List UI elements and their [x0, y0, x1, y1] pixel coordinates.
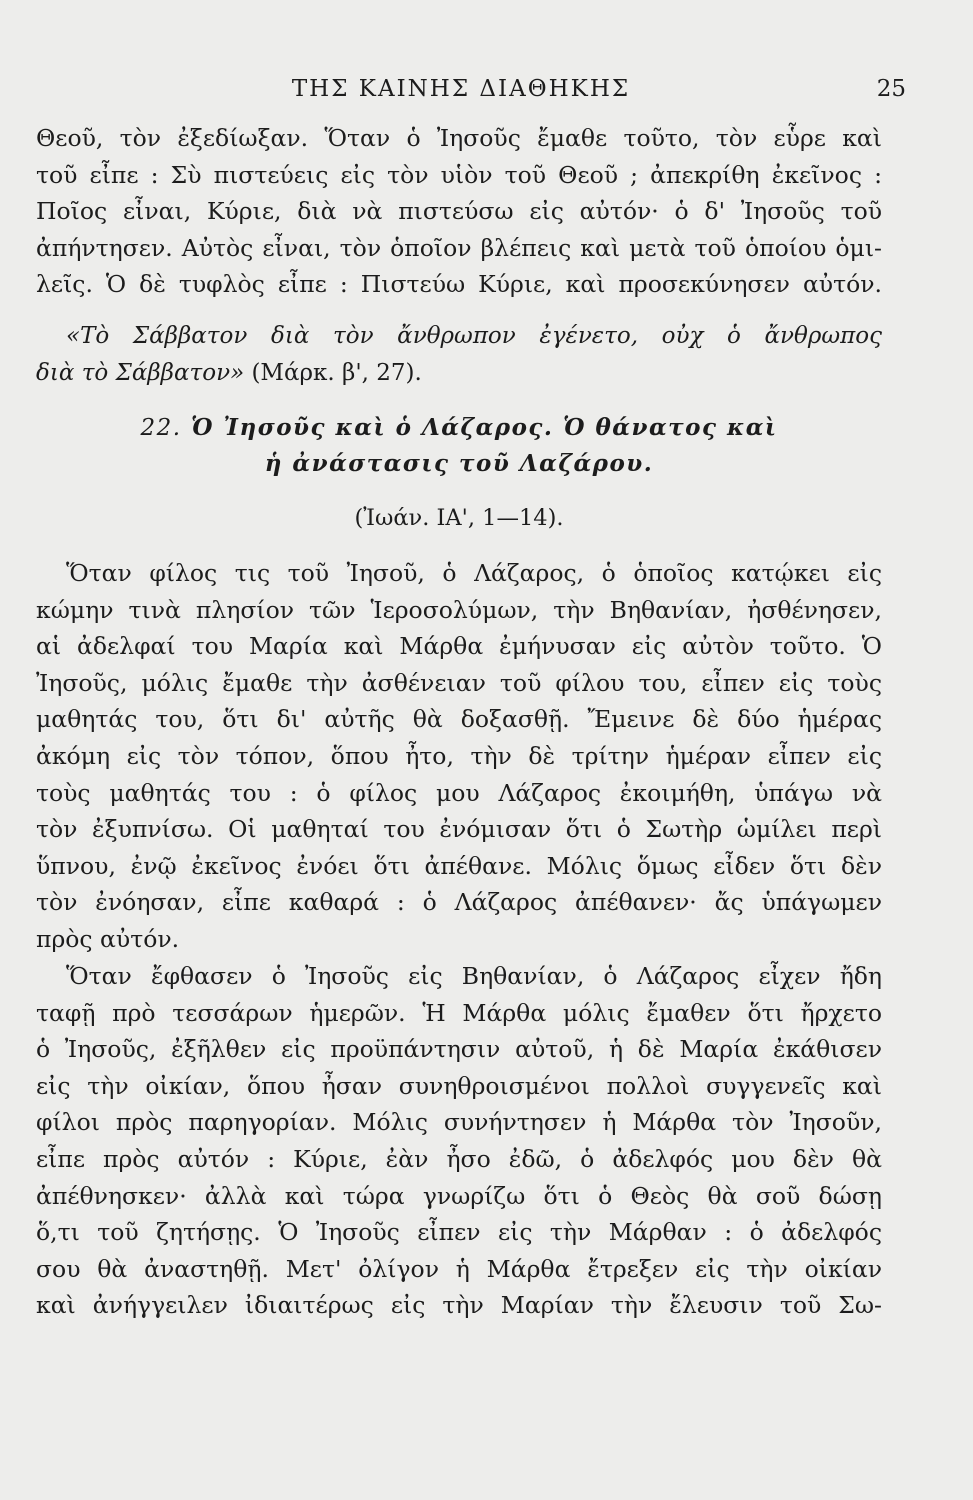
continuation-paragraph: [36, 120, 882, 303]
section-title-text: Ὁ Ἰησοῦς καὶ ὁ Λάζαρος. Ὁ θάνατος καὶ: [191, 414, 778, 441]
text-line: ὕπνου, ἐνῷ ἐκεῖνος ἐνόει ὅτι ἀπέθανε. Μόλις ὅμως εἶδεν ὅτι δὲν: [36, 851, 882, 880]
paragraph-2: [36, 958, 882, 1324]
text-line: ἀπέθνησκεν· ἀλλὰ καὶ τώρα γνωρίζω ὅτι ὁ Θεὸς θὰ σοῦ δώσῃ: [36, 1181, 882, 1210]
text-line: τὸν ἐξυπνίσω. Οἱ μαθηταί του ἐνόμισαν ὅτι ὁ Σωτὴρ ὡμίλει περὶ: [36, 815, 882, 844]
text-line: ὁ Ἰησοῦς, ἐξῆλθεν εἰς προϋπάντησιν αὐτοῦ, ἡ δὲ Μαρία ἐκάθισεν: [36, 1035, 882, 1064]
quote-line: «Τὸ Σάββατον διὰ τὸν ἄνθρωπον ἐγένετο, οὐχ ὁ ἄνθρωπος: [66, 323, 882, 349]
page-number: 25: [876, 76, 906, 102]
text-line: ὅ,τι τοῦ ζητήσῃς. Ὁ Ἰησοῦς εἶπεν εἰς τὴν Μάρθαν : ὁ ἀδελφός: [36, 1218, 882, 1247]
text-line: Ὅταν ἔφθασεν ὁ Ἰησοῦς εἰς Βηθανίαν, ὁ Λάζαρος εἶχεν ἤδη: [66, 962, 882, 990]
section-title-line-2: ἡ ἀνάστασις τοῦ Λαζάρου.: [264, 450, 654, 477]
scripture-quote: [36, 318, 882, 391]
section-title-line-1: [36, 410, 882, 446]
text-line: φίλοι πρὸς παρηγορίαν. Μόλις συνήντησεν ἡ Μάρθα τὸν Ἰησοῦν,: [36, 1108, 882, 1137]
text-line: Ὅταν φίλος τις τοῦ Ἰησοῦ, ὁ Λάζαρος, ὁ ὁποῖος κατῴκει εἰς: [66, 559, 882, 587]
quote-text: διὰ τὸ Σάββατον»: [36, 359, 245, 386]
text-line: εἰς τὴν οἰκίαν, ὅπου ἦσαν συνηθροισμένοι πολλοὶ συγγενεῖς καὶ: [36, 1071, 882, 1100]
section-heading: [36, 410, 882, 482]
text-line: μαθητάς του, ὅτι δι' αὐτῆς θὰ δοξασθῇ. Ἔμεινε δὲ δύο ἡμέρας: [36, 705, 882, 734]
text-line: αἱ ἀδελφαί του Μαρία καὶ Μάρθα ἐμήνυσαν εἰς αὐτὸν τοῦτο. Ὁ: [36, 632, 882, 661]
text-line: πρὸς αὐτόν.: [36, 924, 180, 953]
quote-reference: (Μάρκ. β', 27).: [244, 359, 422, 386]
text-line: Ποῖος εἶναι, Κύριε, διὰ νὰ πιστεύσω εἰς αὐτόν· ὁ δ' Ἰησοῦς τοῦ: [36, 197, 882, 226]
running-head: [36, 76, 906, 112]
section-number: 22.: [140, 415, 182, 441]
quote-line: [36, 355, 882, 392]
text-line: ἀκόμη εἰς τὸν τόπον, ὅπου ἦτο, τὴν δὲ τρίτην ἡμέραν εἶπεν εἰς: [36, 741, 882, 770]
text-line: ταφῇ πρὸ τεσσάρων ἡμερῶν. Ἡ Μάρθα μόλις ἔμαθεν ὅτι ἤρχετο: [36, 998, 882, 1027]
text-line: λεῖς. Ὁ δὲ τυφλὸς εἶπε : Πιστεύω Κύριε, καὶ προσεκύνησεν αὐτόν.: [36, 270, 882, 299]
text-line: εἶπε πρὸς αὐτόν : Κύριε, ἐὰν ἦσο ἐδῶ, ὁ ἀδελφός μου δὲν θὰ: [36, 1144, 882, 1173]
text-line: καὶ ἀνήγγειλεν ἰδιαιτέρως εἰς τὴν Μαρίαν τὴν ἔλευσιν τοῦ Σω-: [36, 1291, 882, 1320]
text-line: τοῦ εἶπε : Σὺ πιστεύεις εἰς τὸν υἱὸν τοῦ Θεοῦ ; ἀπεκρίθη ἐκεῖνος :: [36, 160, 882, 189]
text-line: κώμην τινὰ πλησίον τῶν Ἱεροσολύμων, τὴν Βηθανίαν, ἠσθένησεν,: [36, 595, 882, 624]
text-line: Θεοῦ, τὸν ἐξεδίωξαν. Ὅταν ὁ Ἰησοῦς ἔμαθε τοῦτο, τὸν εὗρε καὶ: [36, 124, 882, 152]
text-line: σου θὰ ἀναστηθῇ. Μετ' ὀλίγον ἡ Μάρθα ἔτρεξεν εἰς τὴν οἰκίαν: [36, 1254, 882, 1283]
text-line: Ἰησοῦς, μόλις ἔμαθε τὴν ἀσθένειαν τοῦ φίλου του, εἶπεν εἰς τοὺς: [36, 668, 882, 697]
paragraph-1: [36, 555, 882, 958]
text-line: τὸν ἐνόησαν, εἶπε καθαρά : ὁ Λάζαρος ἀπέθανεν· ἄς ὑπάγωμεν: [36, 888, 882, 917]
text-line: τοὺς μαθητάς του : ὁ φίλος μου Λάζαρος ἐκοιμήθη, ὑπάγω νὰ: [36, 778, 882, 807]
section-reference: (Ἰωάν. ΙΑ', 1—14).: [354, 505, 564, 531]
running-title: ΤΗΣ ΚΑΙΝΗΣ ΔΙΑΘΗΚΗΣ: [291, 76, 631, 102]
text-line: ἀπήντησεν. Αὐτὸς εἶναι, τὸν ὁποῖον βλέπεις καὶ μετὰ τοῦ ὁποίου ὁμι-: [36, 233, 882, 262]
